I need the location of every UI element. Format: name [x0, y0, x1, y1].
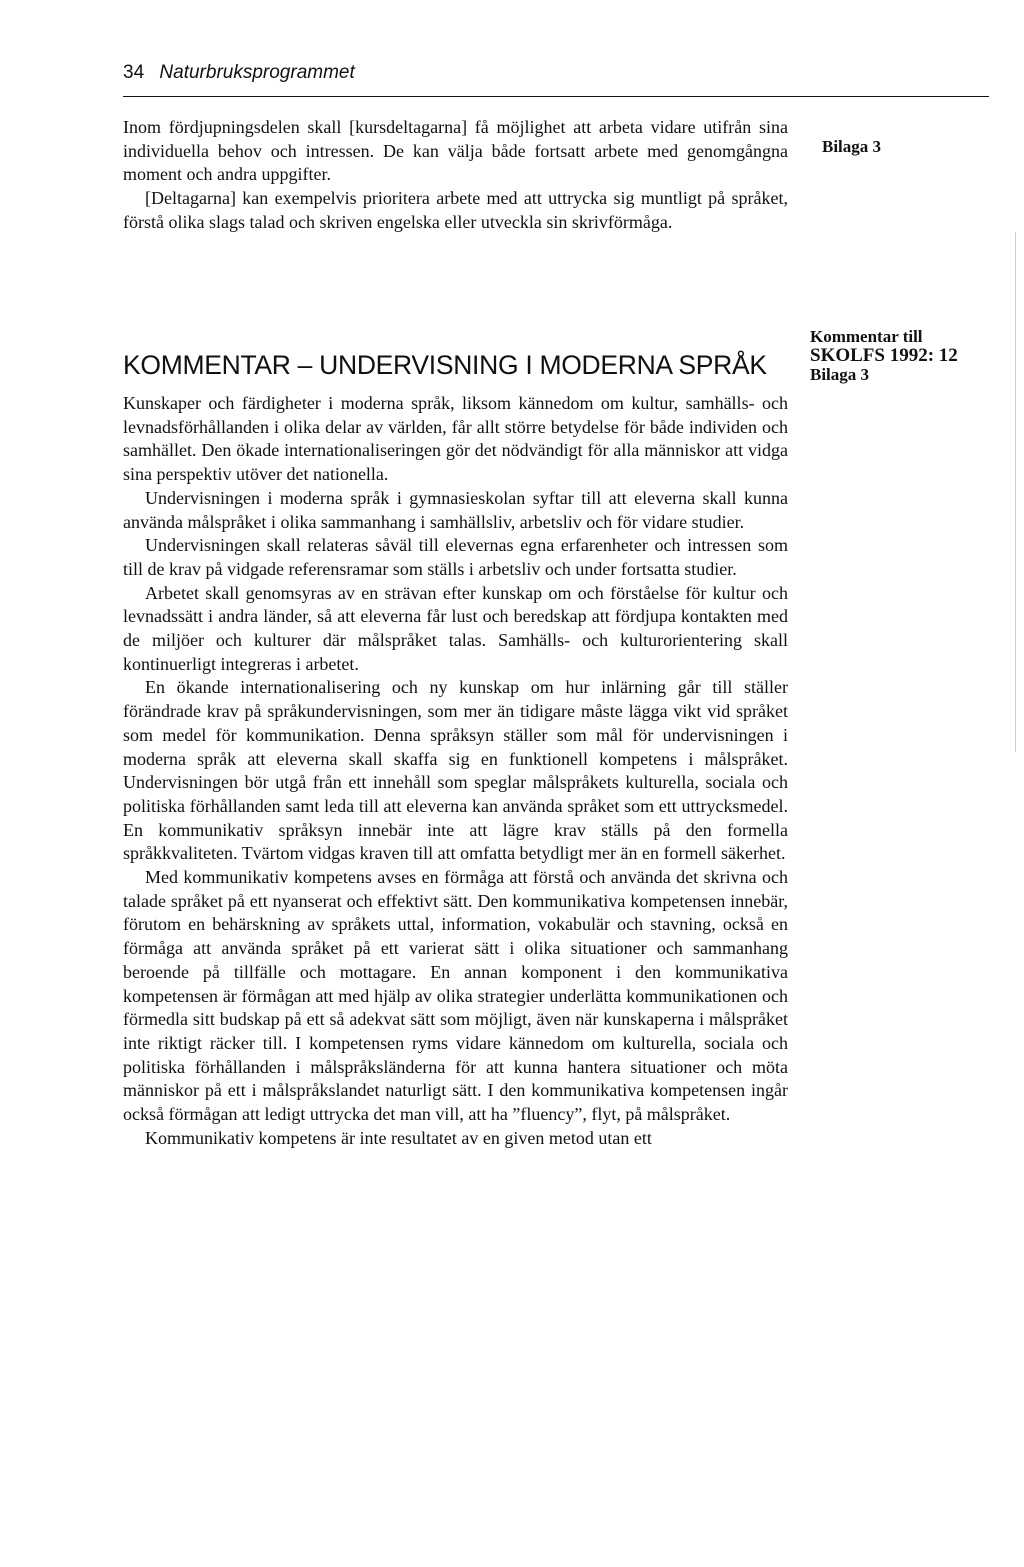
body-paragraph-5: En ökande internationalisering och ny kunskap om hur inlärning går till ställer förändrade krav på språkundervisningen, som mer än tidigare måste lägga vikt vid språket som medel för kommunikation. Denna språksyn ställer som mål för undervisningen i moderna språk att eleverna skall skaffa sig en funktionell kompetens i målspråket. Undervisningen bör utgå från ett innehåll som speglar målspråkets kulturella, sociala och politiska förhållanden samt leda till att eleverna kan använda språket som ett uttrycksmedel. En kommunikativ språksyn innebär inte att lägre krav ställs på den formella språkkvaliteten. Tvärtom vidgas kraven till att omfatta betydligt mer än en formell säkerhet. — [123, 677, 788, 864]
page-number: 34 — [123, 62, 145, 83]
intro-paragraph-1: Inom fördjupningsdelen skall [kursdeltagarna] få möjlighet att arbeta vidare utifrån sina individuella behov och intressen. De kan välja både fortsatt arbete med genomgångna moment och andra uppgifter. — [123, 117, 788, 185]
body-paragraph-1: Kunskaper och färdigheter i moderna språk, liksom kännedom om kultur, samhälls- och levnadsförhållanden i olika delar av världen, får allt större betydelse för både individen och samhället. Den ökade internationaliseringen gör det nödvändigt för alla människor att vidga sina perspektiv utöver det nationella. — [123, 393, 788, 485]
margin-note-comment-bilaga: Bilaga 3 — [810, 364, 870, 384]
body-paragraph-7: Kommunikativ kompetens är inte resultatet av en given metod utan ett — [145, 1127, 652, 1148]
header-rule — [123, 96, 989, 97]
body-paragraph-3: Undervisningen skall relateras såväl till elevernas egna erfarenheter och intressen som till de krav på vidgade referensramar som ställs i arbetsliv och under fortsatta studier. — [123, 535, 788, 579]
section-heading: KOMMENTAR – UNDERVISNING I MODERNA SPRÅK — [123, 350, 767, 380]
margin-note-comment-title: Kommentar till — [810, 327, 923, 346]
running-header — [123, 62, 355, 84]
margin-note-comment-reference: SKOLFS 1992: 12 — [810, 344, 958, 366]
margin-note-bilaga: Bilaga 3 — [822, 137, 882, 156]
main-text-block — [123, 392, 788, 1151]
intro-paragraph-2: [Deltagarna] kan exempelvis prioritera arbete med att uttrycka sig muntligt på språket, förstå olika slags talad och skriven engelska eller utveckla sin skrivförmåga. — [123, 188, 788, 232]
scan-edge-line — [1015, 232, 1016, 752]
running-title: Naturbruksprogrammet — [159, 62, 355, 83]
intro-text-block — [123, 116, 788, 235]
margin-note-comment — [810, 328, 958, 384]
body-paragraph-4: Arbetet skall genomsyras av en strävan efter kunskap om och förståelse för kultur och levnadssätt i andra länder, så att eleverna får lust och beredskap att fördjupa kontakten med de miljöer och kulturer där målspråket talas. Samhälls- och kulturorientering skall kontinuerligt integreras i arbetet. — [123, 582, 788, 674]
body-paragraph-2: Undervisningen i moderna språk i gymnasieskolan syftar till att eleverna skall kunna använda målspråket i olika sammanhang i samhällsliv, arbetsliv och för vidare studier. — [123, 487, 788, 532]
body-paragraph-6: Med kommunikativ kompetens avses en förmåga att förstå och använda det skrivna och talade språket på ett nyanserat och effektivt sätt. Den kommunikativa kompetensen innebär, förutom en behärskning av språkets uttal, information, vokabulär och stavning, också en förmåga att använda språket på ett varierat sätt i olika situationer och sammanhang beroende på tillfälle och mottagare. En annan komponent i den kommunikativa kompetensen är förmågan att med hjälp av olika strategier underlätta kommunikationen och förmedla sitt budskap på ett så adekvat sätt som möjligt, även när kunskaperna i målspråket inte riktigt räcker till. I kompetensen ryms vidare kännedom om kulturella, sociala och politiska förhållanden i målspråksländerna för att kunna hantera situationer och möta människor på ett i målspråkslandet naturligt sätt. I den kommunikativa kompetensen ingår också förmågan att ledigt uttrycka det man vill, att ha ”fluency”, flyt, på målspråket. — [123, 867, 788, 1125]
